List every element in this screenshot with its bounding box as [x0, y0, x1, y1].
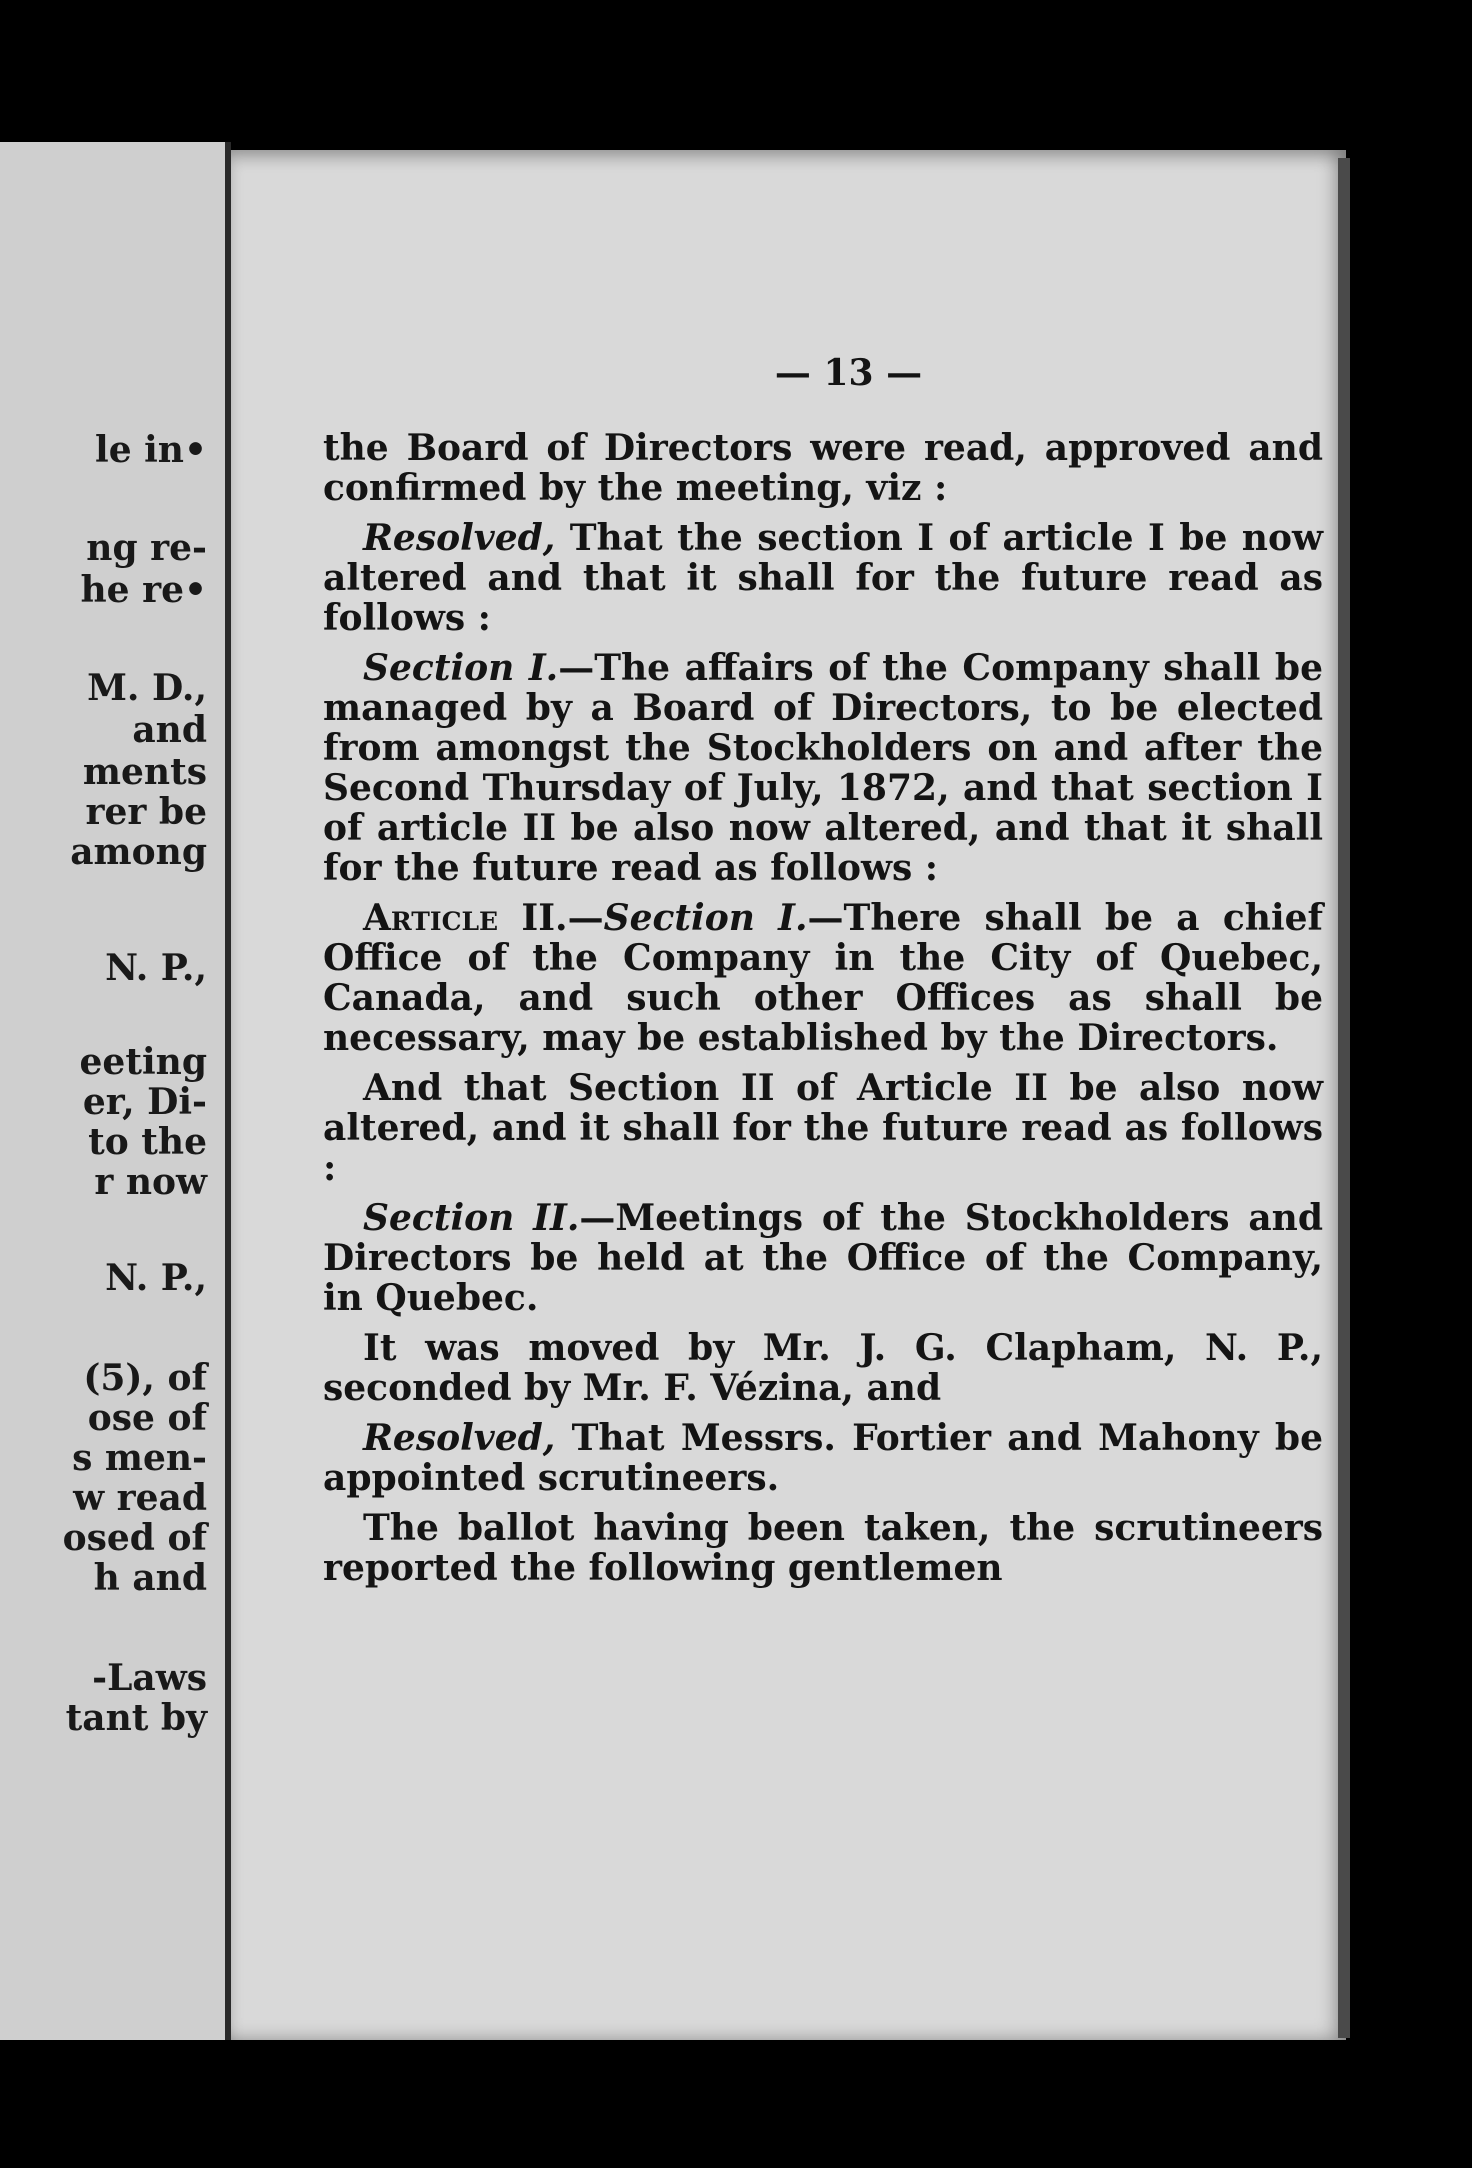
paragraph-board-directors — [323, 428, 1323, 508]
paragraph-text: That Messrs. Fortier and Mahony be appointed scrutineers. — [323, 1417, 1323, 1499]
paragraph-lead-2: Section I. — [603, 897, 808, 939]
paragraph-lead: Article — [363, 897, 499, 939]
body-text — [323, 428, 1323, 1598]
fragment-line: M. D., — [87, 667, 207, 709]
fragment-line: to the — [88, 1121, 207, 1163]
fragment-line: he re• — [80, 569, 207, 611]
fragment-line: ng re- — [86, 527, 207, 569]
paragraph-text: It was moved by Mr. J. G. Clapham, N. P., seconded by Mr. F. Vézina, and — [323, 1327, 1323, 1409]
fragment-line: rer be — [85, 791, 207, 833]
paragraph-lead: Resolved, — [363, 517, 556, 559]
fragment-line: and — [132, 709, 207, 751]
paragraph-lead: Section II. — [363, 1197, 580, 1239]
paragraph-text: The ballot having been taken, the scrutineers reported the following gentlemen — [323, 1507, 1323, 1589]
paragraph-text: —Meetings of the Stockholders and Directors be held at the Office of the Company, in Quebec. — [323, 1197, 1324, 1319]
fragment-line: tant by — [65, 1697, 207, 1739]
fragment-line: osed of — [62, 1517, 207, 1559]
fragment-line: N. P., — [105, 1257, 207, 1299]
paragraph-resolved-section-i — [323, 518, 1323, 638]
paragraph-moved — [323, 1328, 1323, 1408]
paragraph-text: the Board of Directors were read, approved and confirmed by the meeting, viz : — [323, 427, 1323, 509]
paragraph-article-ii — [323, 898, 1323, 1058]
fragment-line: N. P., — [105, 947, 207, 989]
page-number: — 13 — — [774, 352, 923, 394]
paragraph-mid: II.— — [498, 897, 604, 939]
paragraph-text: And that Section II of Article II be also now altered, and it shall for the future read as follows : — [323, 1067, 1323, 1189]
fragment-line: (5), of — [83, 1357, 207, 1399]
fragment-line: s men- — [72, 1437, 207, 1479]
paragraph-lead: Resolved, — [363, 1417, 556, 1459]
previous-page-fragment — [0, 142, 225, 2040]
fragment-line: r now — [94, 1161, 207, 1203]
previous-page-text — [0, 142, 207, 2040]
paragraph-section-i — [323, 648, 1323, 888]
paragraph-ballot — [323, 1508, 1323, 1588]
fragment-line: ments — [82, 751, 207, 793]
fragment-line: w read — [73, 1477, 207, 1519]
paragraph-lead: Section I. — [363, 647, 559, 689]
paragraph-text: —There shall be a chief Office of the Company in the City of Quebec, Canada, and such other Offices as shall be necessary, may be established by the Directors. — [323, 897, 1324, 1059]
paragraph-text: That the section I of article I be now altered and that it shall for the future read as follows : — [323, 517, 1323, 639]
fragment-line: le in• — [95, 429, 207, 471]
fragment-line: er, Di- — [82, 1081, 207, 1123]
paragraph-section-ii — [323, 1198, 1323, 1318]
page-13 — [231, 150, 1346, 2040]
fragment-line: h and — [93, 1557, 207, 1599]
fragment-line: ose of — [87, 1397, 207, 1439]
fragment-line: among — [70, 831, 207, 873]
fragment-line: -Laws — [92, 1657, 207, 1699]
paragraph-section-ii-altered — [323, 1068, 1323, 1188]
fragment-line: eeting — [79, 1041, 207, 1083]
page-edge-shadow — [1338, 158, 1350, 2038]
paragraph-text: —The affairs of the Company shall be managed by a Board of Directors, to be elected from amongst the Stockholders on and after the Second Thursday of July, 1872, and that section I of article II be also now altered, and that it shall for the future read as follows : — [323, 647, 1323, 889]
paragraph-resolved-scrutineers — [323, 1418, 1323, 1498]
